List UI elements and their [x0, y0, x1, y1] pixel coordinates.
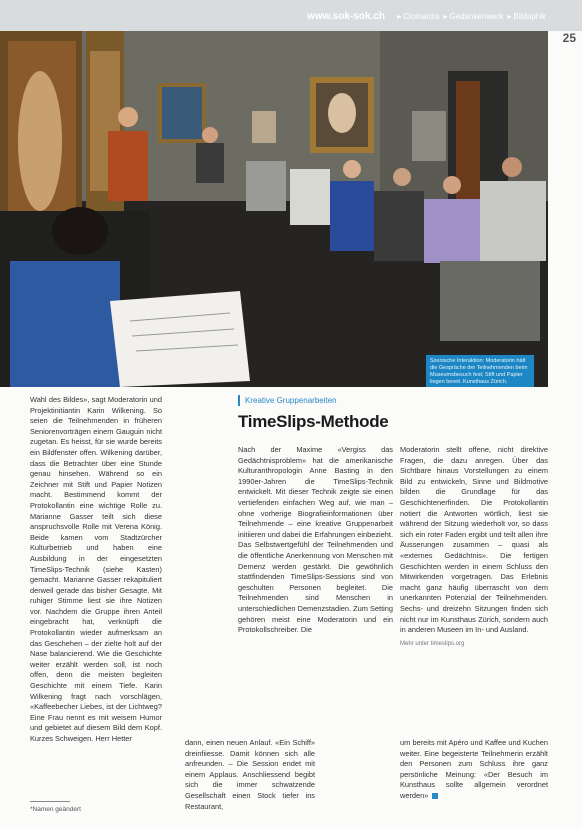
photo-illustration	[0, 31, 548, 387]
info-box-column-1	[238, 445, 393, 636]
museum-photo	[0, 31, 548, 387]
site-url[interactable]: www.sok-sok.ch	[306, 11, 385, 22]
article-column-1	[30, 395, 162, 745]
header-bar	[0, 0, 582, 45]
nav-link-1[interactable]: Clomanza	[403, 12, 440, 21]
article-text-col2-bottom: dann, einen neuen Anlauf. «Ein Schiff» dreinfiiesse. Damit können sich alle anfreunden. – Die Session endet mit einem Applaus. Anschliessend begibt sich die immer schwatzende Gesellschaft einen Stock tiefer ins Restaurant,	[185, 738, 315, 811]
photo-caption: Szenische Interaktion: Moderatorin hält die Gespräche der Teilnehmenden beim Museumsbesuch fest; Stift und Papier liegen bereit. Kunsthaus Zürich.	[426, 355, 534, 387]
header-nav: www.sok-sok.ch ▸ Clomanza ▸ Gedankenwerk ▸ Bildaphik	[306, 11, 546, 22]
box-text-col1: Nach der Maxime «Vergiss das Gedächtnisproblem» hat die amerikanische Kulturanthropologin Anne Basting in den 1990er-Jahren die TimeSlips-Technik entwickelt. Mit dieser Technik zeigte sie einen vertiefenden einfachen Weg auf, wie man – ohne vorherige Biografieinformationen über Teilnehmende – eine kreative Gruppenarbeit initiieren und dabei die Erfahrungen einbezieht. Das Selbstwertgefühl der Teilnehmenden und die öffentliche Anerkennung von Menschen mit Demenz werden gestärkt. Die gewöhnlich stattfindenden TimeSlips-Sessions sind von geschulten Personen begleitet. Die Teilnehmenden sind Menschen in unterschiedlichen Demenzstadien. Zum Setting gehören meist eine Moderatorin und ein Protokollschreiber. Die	[238, 445, 393, 635]
footnote: *Namen geändert	[30, 806, 81, 813]
box-text-col2: Moderatorin stellt offene, nicht direktive Fragen, die dazu anregen. Über das Sichtbare hinaus Vorstellungen zu einem Bild zu entwickeln, Sinne und Bildmotive bilden die Grundlage für das Geschichtenerfinden. Die Protokollantin notiert die Antworten wörtlich, liest sie während der Sitzung wiederholt vor, so dass sich ein roter Faden ergibt und teilt allen ihre Äusserungen zusammen – quasi als «externes Gedächtnis». Die fertigen Geschichten werden in einem Schluss den Mitwirkenden vorgetragen. Das Erlebnis macht ganz häufig überrascht von dem unerkannten Potenzial der Teilnehmenden. Sechs- und dreizehn Sitzungen finden sich nicht nur im Kunsthaus Zürich, sondern auch in anderen Museen im In- und Ausland.	[400, 445, 548, 635]
box-byline: Mehr unter timeslips.org	[400, 640, 465, 647]
info-box-header	[238, 395, 393, 440]
nav-link-2[interactable]: Gedankenwerk	[449, 12, 504, 21]
page-number: 25	[562, 31, 576, 45]
article-column-3-bottom	[400, 738, 548, 802]
info-box-column-2	[400, 445, 548, 649]
nav-link-3[interactable]: Bildaphik	[513, 12, 546, 21]
article-text-col3-bottom: um bereits mit Apéro und Kaffee und Kuchen weiter. Eine begeisterte Teilnehmerin erzählt den Personen zum Schluss ihre ganz persönliche Meinung: «Der Besuch im Kunsthaus sollte allgemein verordnet werden»	[400, 738, 548, 800]
box-kicker: Kreative Gruppenarbeiten	[238, 395, 393, 406]
box-title: TimeSlips-Methode	[238, 412, 389, 431]
article-column-2-bottom	[185, 738, 315, 812]
footnote-divider	[30, 801, 70, 802]
end-mark-icon	[432, 793, 438, 799]
article-text-col1: Wahl des Bildes», sagt Moderatorin und Projektinitiantin Karin Wilkening. So seien die Teilnehmenden in früheren Seniorenvorträgen einem Gauguin nicht zugetan. Es heisst, für sie wurde bereits ein Bildfenster offen. Wilkening darüber, dass die Betrachter über eine Stunde genau hinsehen. Während so ein Zeichner mit Stift und Papier Notizen macht. Bestimmend kommt der Protokollantin eine wichtige Rolle zu. Marianne Gasser teilt sich diese anspruchsvolle Rolle mit Verena König. Beide kamen vom Stadtzürcher Kulturbetrieb und haben eine Ausbildung in der eingesetzten TimeSlips-Technik (siehe Kasten) gemacht. Marianne Gasser rekapituliert derweil gerade das bisher Gesagte. Mit ruhiger Stimme liest sie ihre Notizen vor. Nachdem die Gruppe ihren Anteil eingebracht hat, verknüpft die Protokollantin wieder aufmerksam an das Geschehen – der zielte holt auf der Nase balancierend. Wie die Geschichte weiter erzählt werden soll, ist noch offen, denn die meisten begleiten Geschichte mit einem Tiefe. Karin Wilkening fragt nach vorschlägen, «Kaffeebecher Liebes, ist der Lichtweg? Eine Frau nennt es mit weisem Humor und gebietet auf diesem Bild dem Kopf. Kurzes Schweigen. Herr Hetter	[30, 395, 162, 743]
